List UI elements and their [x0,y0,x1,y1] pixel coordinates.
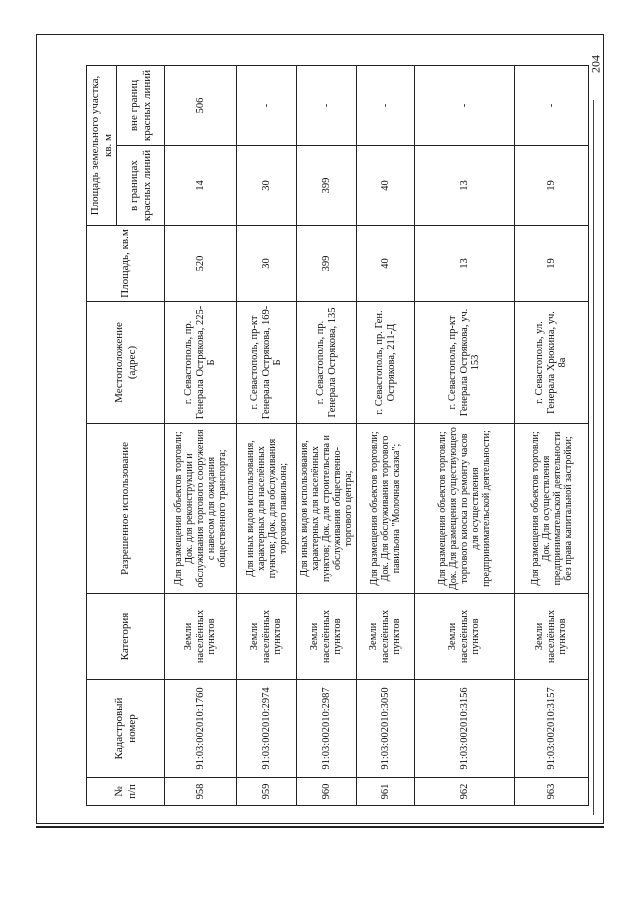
header-area: Площадь, кв.м [87,226,165,302]
cell-location: г. Севастополь, ул. Генерала Хрюкина, уч. 8а [515,302,589,424]
header-category: Категория [87,594,165,680]
cell-use: Для размещения объектов торговли; Док. для реконструкции и обслуживания торгового сооружения с навесом для ожидания общественного транспорта; [165,424,237,594]
cell-area: 30 [237,226,297,302]
header-within: в границах красных линий [117,146,165,226]
cell-outside: - [237,65,297,145]
cell-outside: - [515,65,589,145]
header-use: Разрешенное использование [87,424,165,594]
header-land-area: Площадь земельного участка, кв. м [87,65,117,225]
page-number-rule [593,100,594,815]
cell-outside: - [357,65,415,145]
cell-num: 958 [165,778,237,806]
cell-use: Для иных видов использования, характерных для населённых пунктов; Док. для строительства и обслуживания общественно-торгового центра; [297,424,357,594]
table-row [515,65,589,805]
table-row [237,65,297,805]
cell-area: 19 [515,226,589,302]
cell-use: Для иных видов использования, характерных для населённых пунктов; Док. для обслуживания торгового павильона; [237,424,297,594]
header-cadastral: Кадастровый номер [87,680,165,778]
cell-cadastral: 91:03:002010:2987 [297,680,357,778]
rotated-table-container [86,66,588,806]
cell-cadastral: 91:03:002010:2974 [237,680,297,778]
cell-category: Земли населённых пунктов [237,594,297,680]
cell-category: Земли населённых пунктов [357,594,415,680]
cell-within: 40 [357,146,415,226]
bottom-rule [36,826,604,828]
cell-num: 963 [515,778,589,806]
cell-within: 13 [415,146,515,226]
cell-num: 961 [357,778,415,806]
cell-area: 399 [297,226,357,302]
cell-use: Для размещения объектов торговли; Док. Для осуществления предпринимательской деятельности без права капитальной застройки; [515,424,589,594]
cell-location: г. Севастополь, пр-кт Генерала Острякова, 169-Б [237,302,297,424]
page-number: 204 [588,55,603,73]
cell-cadastral: 91:03:002010:3050 [357,680,415,778]
table-row [297,65,357,805]
table-body [165,65,589,805]
cell-cadastral: 91:03:002010:1760 [165,680,237,778]
cell-num: 959 [237,778,297,806]
table-row [357,65,415,805]
cell-use: Для размещения объектов торговли; Док. Для обслуживания торгового павильона "Молочная сказка"; [357,424,415,594]
cell-area: 13 [415,226,515,302]
cell-category: Земли населённых пунктов [515,594,589,680]
header-outside: вне границ красных линий [117,65,165,145]
table-row [415,65,515,805]
cell-category: Земли населённых пунктов [415,594,515,680]
cell-area: 520 [165,226,237,302]
table-row [165,65,237,805]
cell-location: г. Севастополь, пр. Ген. Острякова, 211-Д [357,302,415,424]
cell-location: г. Севастополь, пр. Генерала Острякова, 135 [297,302,357,424]
cell-cadastral: 91:03:002010:3156 [415,680,515,778]
cell-within: 19 [515,146,589,226]
cell-location: г. Севастополь, пр. Генерала Острякова, 225-Б [165,302,237,424]
cell-outside: - [297,65,357,145]
land-plot-table [86,65,589,806]
cell-category: Земли населённых пунктов [165,594,237,680]
header-num: № п/п [87,778,165,806]
cell-use: Для размещения объектов торговли; Док. Для размещения существующего торгового киоска по ремонту часов для осуществления предпринимательской деятельности; [415,424,515,594]
cell-within: 399 [297,146,357,226]
cell-within: 30 [237,146,297,226]
cell-category: Земли населённых пунктов [297,594,357,680]
cell-outside: 506 [165,65,237,145]
cell-num: 962 [415,778,515,806]
header-location: Местоположение (адрес) [87,302,165,424]
cell-within: 14 [165,146,237,226]
cell-cadastral: 91:03:002010:3157 [515,680,589,778]
cell-area: 40 [357,226,415,302]
cell-outside: - [415,65,515,145]
cell-num: 960 [297,778,357,806]
cell-location: г. Севастополь, пр-кт Генерала Острякова, уч. 153 [415,302,515,424]
